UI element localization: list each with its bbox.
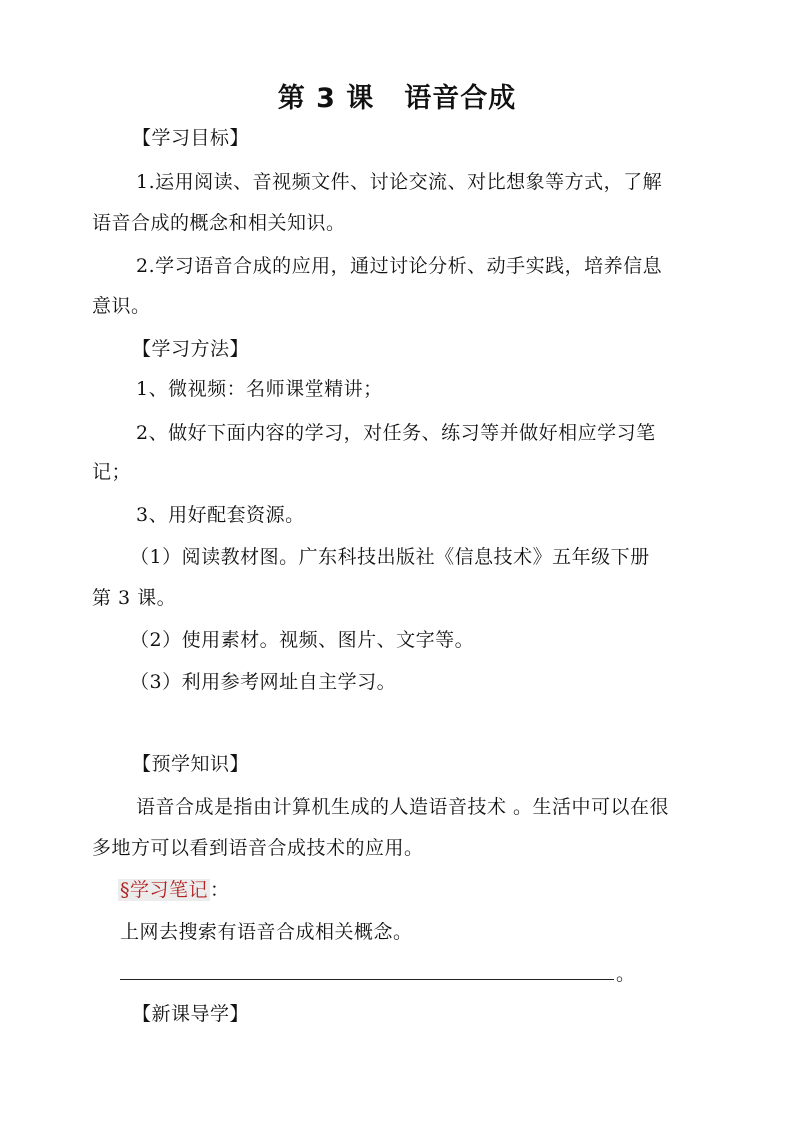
preview-text-line-2: 多地方可以看到语音合成技术的应用。	[92, 837, 424, 859]
lesson-title	[0, 82, 794, 116]
goal-1-line-2: 语音合成的概念和相关知识。	[92, 212, 346, 234]
search-task: 上网去搜索有语音合成相关概念。	[120, 921, 413, 943]
resource-1-line-2: 第 3 课。	[92, 587, 177, 609]
method-2-line-1: 2、做好下面内容的学习，对任务、练习等并做好相应学习笔	[136, 422, 656, 444]
method-3: 3、用好配套资源。	[136, 504, 305, 526]
resource-1-line-1: （1）阅读教材图。广东科技出版社《信息技术》五年级下册	[130, 546, 650, 568]
goal-2-line-2: 意识。	[92, 295, 151, 317]
resource-2: （2）使用素材。视频、图片、文字等。	[130, 629, 475, 651]
preview-text-line-1: 语音合成是指由计算机生成的人造语音技术 。生活中可以在很	[136, 796, 670, 818]
study-note-colon: ：	[210, 879, 230, 901]
new-lesson-heading: 【新课导学】	[132, 1003, 250, 1025]
study-note	[118, 878, 230, 902]
answer-blank-period: 。	[616, 963, 636, 985]
method-1: 1、微视频：名师课堂精讲；	[136, 378, 383, 400]
lesson-number: 第 3 课	[277, 83, 375, 114]
methods-heading: 【学习方法】	[132, 338, 250, 360]
study-note-label: §学习笔记	[120, 879, 209, 901]
lesson-topic: 语音合成	[404, 83, 517, 114]
goal-1-line-1: 1.运用阅读、音视频文件、讨论交流、对比想象等方式，了解	[136, 171, 663, 193]
answer-blank-line	[120, 979, 614, 980]
method-2-line-2: 记；	[92, 461, 132, 483]
resource-3: （3）利用参考网址自主学习。	[130, 671, 397, 693]
preview-heading: 【预学知识】	[132, 753, 250, 775]
goals-heading: 【学习目标】	[132, 127, 250, 149]
goal-2-line-1: 2.学习语音合成的应用，通过讨论分析、动手实践，培养信息	[136, 255, 663, 277]
